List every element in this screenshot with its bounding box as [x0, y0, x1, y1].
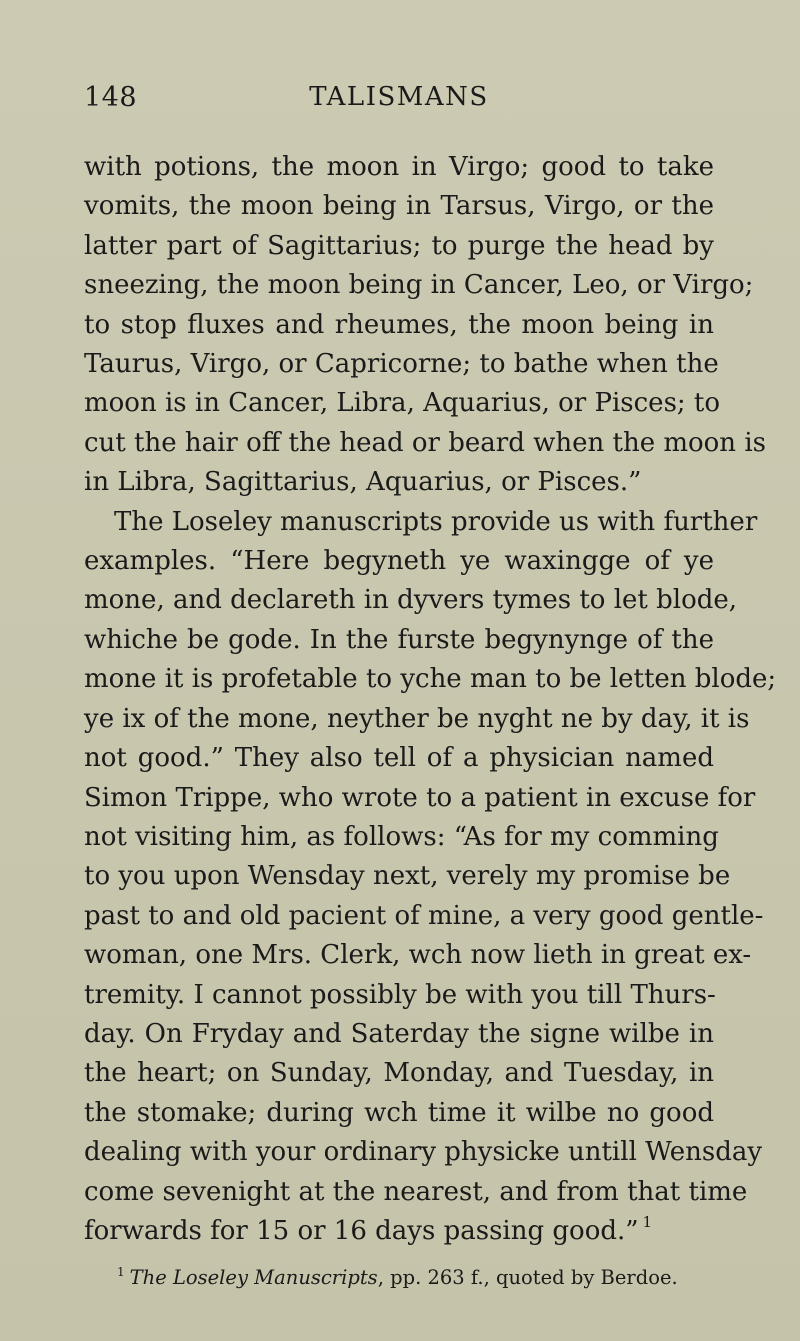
body-text [84, 148, 777, 1251]
text-line: latter part of Sagittarius; to purge the head by [84, 230, 714, 261]
text-line: the heart; on Sunday, Monday, and Tuesday, in [84, 1058, 714, 1089]
text-line: cut the hair off the head or beard when the moon is [84, 427, 766, 458]
footnote-title: The Loseley Manuscripts [129, 1266, 378, 1289]
running-head: TALISMANS [309, 82, 489, 112]
text-line: ye ix of the mone, neyther be nyght ne by day, it is [84, 703, 750, 734]
text-line: not good.” They also tell of a physician named [84, 743, 714, 774]
text-line: to stop fluxes and rheumes, the moon being in [84, 309, 714, 340]
text-line: day. On Fryday and Saterday the signe wilbe in [84, 1018, 714, 1049]
text-line: sneezing, the moon being in Cancer, Leo, or Virgo; [84, 270, 754, 301]
text-line: woman, one Mrs. Clerk, wch now lieth in great ex- [84, 940, 752, 971]
text-line: vomits, the moon being in Tarsus, Virgo, or the [84, 191, 714, 222]
text-line-content: forwards for 15 or 16 days passing good.” [84, 1215, 639, 1246]
text-line: to you upon Wensday next, verely my promise be [84, 861, 731, 892]
text-line: the stomake; during wch time it wilbe no good [84, 1097, 714, 1128]
text-line: Taurus, Virgo, or Capricorne; to bathe when the [84, 349, 719, 380]
footnote-reference: 1 [642, 1212, 653, 1231]
text-line: whiche be gode. In the furste begynynge of the [84, 624, 714, 655]
text-line: dealing with your ordinary physicke untill Wensday [84, 1137, 763, 1168]
text-line: come sevenight at the nearest, and from that time [84, 1176, 748, 1207]
footnote [117, 1265, 737, 1291]
text-line: in Libra, Sagittarius, Aquarius, or Pisces.” [84, 467, 642, 498]
text-line-with-footnote-ref [84, 1212, 714, 1251]
text-line: mone, and declareth in dyvers tymes to let blode, [84, 585, 738, 616]
text-line: with potions, the moon in Virgo; good to take [84, 152, 714, 182]
text-line: moon is in Cancer, Libra, Aquarius, or Pisces; to [84, 388, 721, 419]
paragraph-start-line: The Loseley manuscripts provide us with further [114, 506, 758, 537]
page-number: 148 [84, 82, 138, 113]
text-line: tremity. I cannot possibly be with you till Thurs- [84, 979, 716, 1010]
page-header [84, 82, 714, 122]
text-line: Simon Trippe, who wrote to a patient in excuse for [84, 782, 756, 813]
footnote-citation: , pp. 263 f., quoted by Berdoe. [377, 1266, 678, 1289]
text-line: mone it is profetable to yche man to be letten blode; [84, 664, 777, 695]
text-line: examples. “Here begyneth ye waxingge of ye [84, 546, 714, 577]
text-line: past to and old pacient of mine, a very good gentle- [84, 900, 764, 931]
text-line: not visiting him, as follows: “As for my comming [84, 821, 719, 852]
footnote-marker: 1 [117, 1265, 125, 1279]
